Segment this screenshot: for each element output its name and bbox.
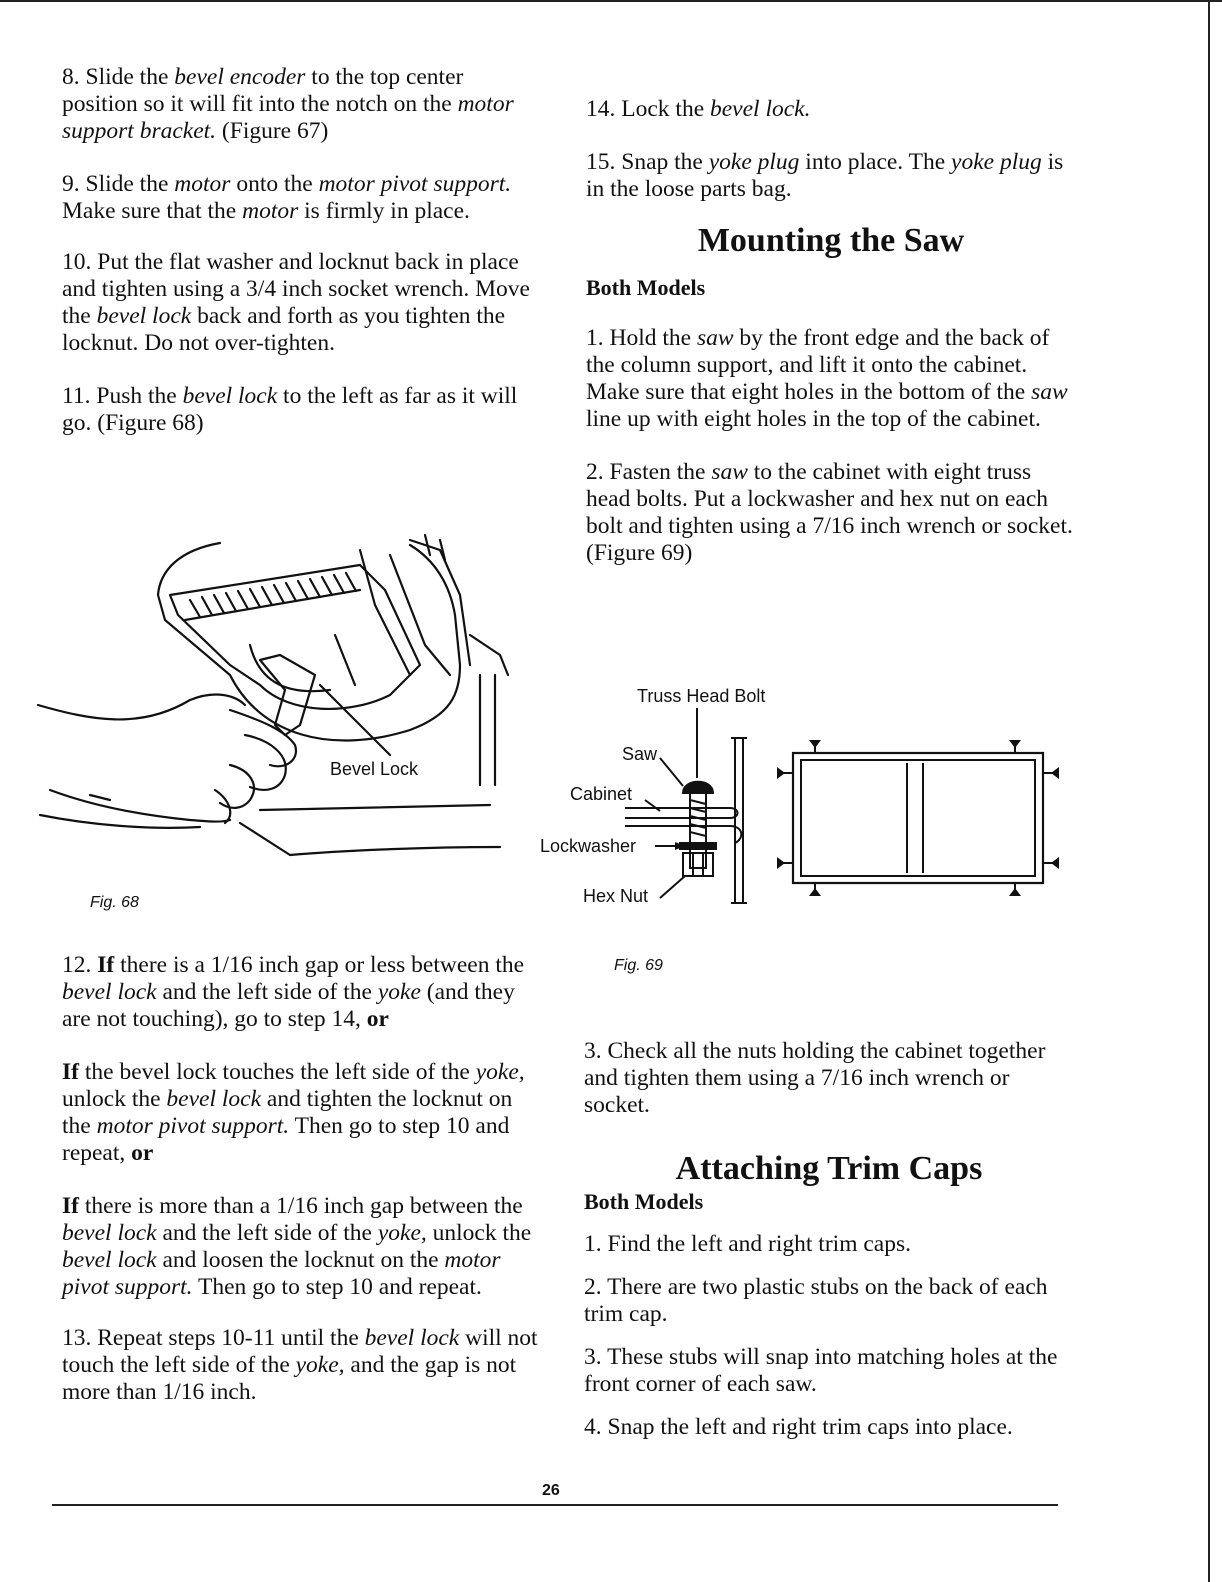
subtitle-both-models-trim: Both Models (584, 1189, 704, 1214)
step-9: 9. Slide the motor onto the motor pivot support. Make sure that the motor is firmly in place. (62, 171, 512, 224)
scan-edge-top (0, 0, 1222, 2)
fig69-label-truss-head-bolt: Truss Head Bolt (637, 686, 766, 706)
step-15: 15. Snap the yoke plug into place. The yoke plug is in the loose parts bag. (586, 149, 1064, 202)
trim-step-4: 4. Snap the left and right trim caps into place. (584, 1414, 1013, 1440)
step-8: 8. Slide the bevel encoder to the top center position so it will fit into the notch on the motor support bracket. (Figure 67) (62, 64, 514, 144)
fig69-label-saw: Saw (622, 744, 658, 764)
footer-rule (52, 1504, 1058, 1506)
fig69-label-lockwasher: Lockwasher (540, 836, 637, 856)
left-column-lower (62, 952, 542, 1406)
mount-step-2: 2. Fasten the saw to the cabinet with eight truss head bolts. Put a lockwasher and hex nut on each bolt and tighten using a 7/16 inch wrench or socket. (Figure 69) (586, 459, 1073, 566)
figure-69-diagram (535, 678, 1075, 918)
trim-step-2: 2. There are two plastic stubs on the back of each trim cap. (584, 1274, 1048, 1327)
right-column-lower (584, 1038, 1074, 1441)
page-number: 26 (542, 1482, 560, 1499)
trim-step-1: 1. Find the left and right trim caps. (584, 1231, 911, 1257)
section-title-trim-caps: Attaching Trim Caps (675, 1150, 983, 1187)
step-10: 10. Put the flat washer and locknut back in place and tighten using a 3/4 inch socket wrench. Move the bevel lock back and forth as you tighten the locknut. Do not over-tighten. (62, 249, 530, 356)
step-13: 13. Repeat steps 10-11 until the bevel lock will not touch the left side of the yoke, and the gap is not more than 1/16 inch. (62, 1325, 538, 1405)
left-column (62, 64, 542, 437)
fig68-label: Fig. 68 (90, 894, 139, 911)
scan-edge-right (1208, 0, 1210, 1582)
trim-step-3: 3. These stubs will snap into matching holes at the front corner of each saw. (584, 1344, 1058, 1397)
mount-step-3: 3. Check all the nuts holding the cabinet together and tighten them using a 7/16 inch wrench or socket. (584, 1038, 1046, 1118)
if-gap-larger: If there is more than a 1/16 inch gap between the bevel lock and the left side of the yoke, unlock the bevel lock and loosen the locknut on the motor pivot support. Then go to step 10 and repeat. (62, 1193, 532, 1300)
subtitle-both-models-mounting: Both Models (586, 275, 706, 300)
fig69-label: Fig. 69 (614, 957, 663, 974)
section-title-mounting: Mounting the Saw (697, 222, 965, 259)
mount-step-1: 1. Hold the saw by the front edge and the back of the column support, and lift it onto the cabinet. Make sure that eight holes in the bottom of the saw line up with eight holes in the top of the cabinet. (586, 325, 1068, 432)
figure-68-illustration (30, 525, 550, 905)
fig69-label-hex-nut: Hex Nut (583, 886, 649, 906)
step-11: 11. Push the bevel lock to the left as far as it will go. (Figure 68) (62, 383, 518, 436)
step-14: 14. Lock the bevel lock. (586, 96, 811, 122)
fig68-callout-bevel-lock: Bevel Lock (330, 759, 419, 779)
if-bevel-touches: If the bevel lock touches the left side of the yoke, unlock the bevel lock and tighten the locknut on the motor pivot support. Then go to step 10 and repeat, or (62, 1059, 525, 1166)
right-column (586, 96, 1076, 567)
step-12: 12. If there is a 1/16 inch gap or less between the bevel lock and the left side of the yoke (and they are not touching), go to step 14, or (62, 952, 525, 1032)
fig69-label-cabinet: Cabinet (570, 784, 633, 804)
